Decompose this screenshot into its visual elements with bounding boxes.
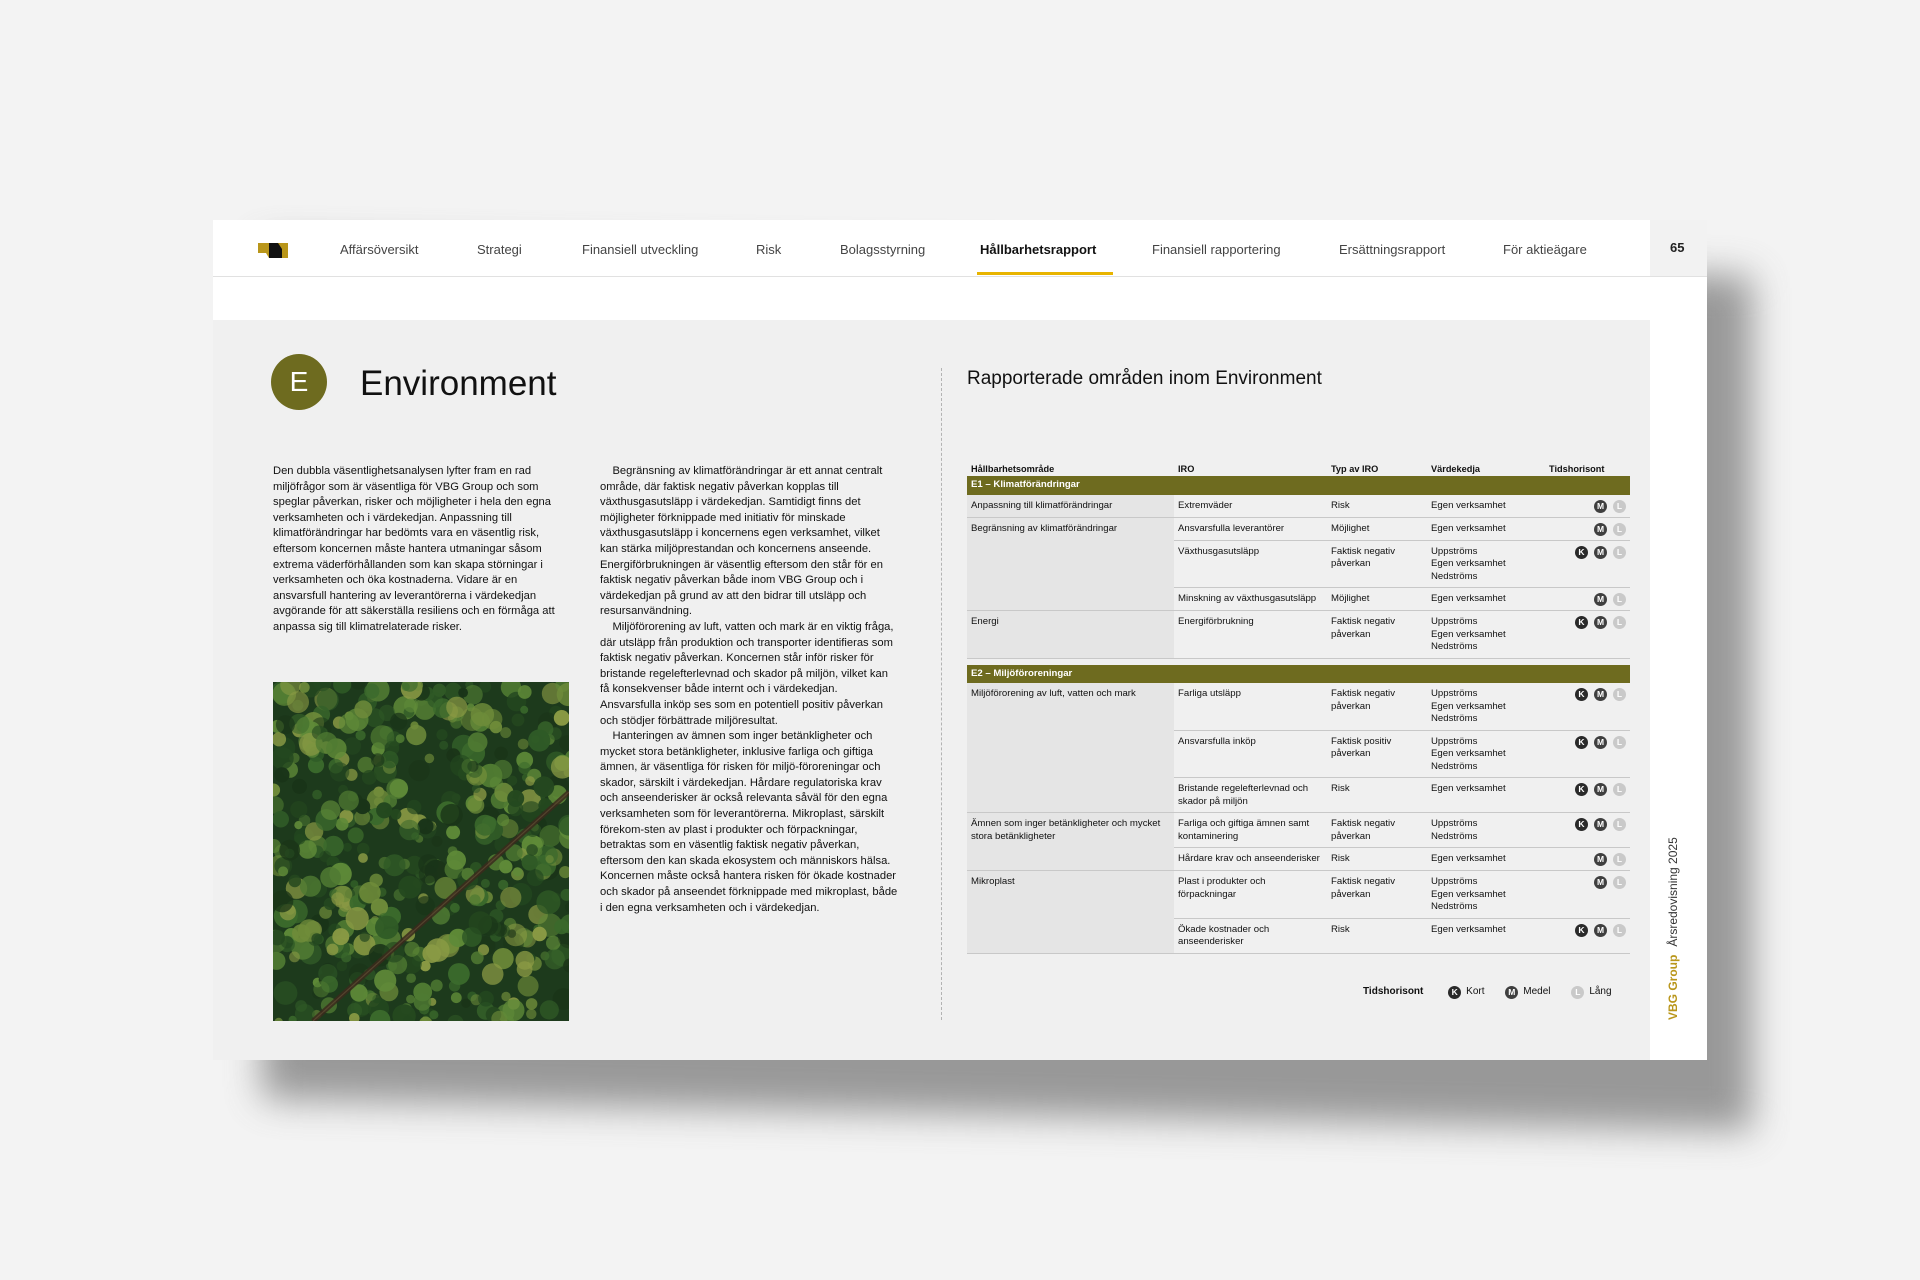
horizon-badge-l-icon: L	[1613, 688, 1626, 701]
badge-m-icon: M	[1505, 986, 1518, 999]
type-cell: Faktisk negativ påverkan	[1327, 540, 1427, 588]
legend-label: Medel	[1523, 986, 1551, 997]
horizon-badge-m-icon: M	[1594, 616, 1607, 629]
legend-item-kort	[1448, 986, 1484, 997]
horizon-badge-m-icon: M	[1594, 876, 1607, 889]
page-number-box	[1650, 220, 1707, 277]
horizon-badge-m-icon: M	[1594, 688, 1607, 701]
chain-cell: Uppströms Egen verksamhet Nedströms	[1427, 730, 1545, 778]
horizon-badge-m-icon: M	[1594, 500, 1607, 513]
type-cell: Faktisk negativ påverkan	[1327, 611, 1427, 659]
horizon-badge-l-icon: L	[1613, 736, 1626, 749]
horizon-cell	[1545, 918, 1630, 953]
section-letter-badge: E	[271, 354, 327, 410]
horizon-cell	[1545, 871, 1630, 919]
col-header-horizon: Tidshorisont	[1549, 464, 1605, 474]
type-cell: Faktisk negativ påverkan	[1327, 813, 1427, 848]
chain-cell: Uppströms Egen verksamhet Nedströms	[1427, 683, 1545, 730]
nav-for-aktieagare[interactable]: För aktieägare	[1503, 242, 1587, 257]
section-name: E2 – Miljöföroreningar	[967, 665, 1630, 684]
nav-bolagsstyrning[interactable]: Bolagsstyrning	[840, 242, 926, 257]
iro-cell: Farliga utsläpp	[1174, 683, 1327, 730]
horizon-badge-l-icon: L	[1613, 876, 1626, 889]
iro-cell: Minskning av växthusgasutsläpp	[1174, 588, 1327, 611]
type-cell: Faktisk positiv påverkan	[1327, 730, 1427, 778]
iro-cell: Extremväder	[1174, 495, 1327, 518]
top-nav	[213, 220, 1650, 277]
horizon-badge-l-icon: L	[1613, 546, 1626, 559]
table-section-header	[967, 665, 1630, 684]
horizon-badge-l-icon: L	[1613, 818, 1626, 831]
iro-cell: Växthusgasutsläpp	[1174, 540, 1327, 588]
iro-cell: Farliga och giftiga ämnen samt kontaminering	[1174, 813, 1327, 848]
side-report-title: Årsredovisning 2025	[1666, 837, 1680, 947]
chain-cell: Egen verksamhet	[1427, 778, 1545, 813]
badge-k-icon: K	[1448, 986, 1461, 999]
side-caption	[1666, 837, 1680, 1020]
chain-cell: Egen verksamhet	[1427, 848, 1545, 871]
chain-cell: Egen verksamhet	[1427, 517, 1545, 540]
iro-cell: Hårdare krav och anseenderisker	[1174, 848, 1327, 871]
chain-cell: Uppströms Egen verksamhet Nedströms	[1427, 871, 1545, 919]
horizon-cell	[1545, 778, 1630, 813]
type-cell: Faktisk negativ påverkan	[1327, 871, 1427, 919]
chain-cell: Uppströms Egen verksamhet Nedströms	[1427, 540, 1545, 588]
chain-cell: Egen verksamhet	[1427, 495, 1545, 518]
type-cell: Möjlighet	[1327, 588, 1427, 611]
iro-table	[967, 460, 1630, 954]
table-row	[967, 683, 1630, 730]
section-name: E1 – Klimatförändringar	[967, 476, 1630, 495]
horizon-badge-k-icon: K	[1575, 616, 1588, 629]
horizon-legend	[1363, 986, 1612, 999]
iro-cell: Energiförbrukning	[1174, 611, 1327, 659]
area-cell: Mikroplast	[967, 871, 1174, 954]
col-header-chain: Värdekedja	[1431, 464, 1481, 474]
table-row	[967, 871, 1630, 919]
table-row	[967, 813, 1630, 848]
horizon-badge-m-icon: M	[1594, 853, 1607, 866]
side-brand: VBG Group	[1666, 954, 1680, 1020]
horizon-badge-k-icon: K	[1575, 688, 1588, 701]
horizon-badge-m-icon: M	[1594, 546, 1607, 559]
page-title: Environment	[360, 364, 557, 403]
page-number: 65	[1670, 240, 1685, 255]
horizon-cell	[1545, 611, 1630, 659]
horizon-badge-l-icon: L	[1613, 616, 1626, 629]
iro-cell: Ansvarsfulla inköp	[1174, 730, 1327, 778]
horizon-badge-l-icon: L	[1613, 783, 1626, 796]
type-cell: Risk	[1327, 495, 1427, 518]
horizon-cell	[1545, 495, 1630, 518]
iro-cell: Bristande regelefterlevnad och skador på miljön	[1174, 778, 1327, 813]
table-row	[967, 495, 1630, 518]
horizon-badge-m-icon: M	[1594, 523, 1607, 536]
legend-item-lang	[1571, 986, 1611, 997]
horizon-cell	[1545, 540, 1630, 588]
horizon-badge-k-icon: K	[1575, 783, 1588, 796]
horizon-badge-m-icon: M	[1594, 818, 1607, 831]
horizon-badge-l-icon: L	[1613, 500, 1626, 513]
horizon-cell	[1545, 813, 1630, 848]
nav-hallbarhetsrapport[interactable]: Hållbarhetsrapport	[980, 242, 1097, 257]
horizon-badge-k-icon: K	[1575, 546, 1588, 559]
active-tab-underline	[977, 272, 1113, 275]
area-cell: Ämnen som inger betänkligheter och mycket stora betänkligheter	[967, 813, 1174, 871]
horizon-cell	[1545, 517, 1630, 540]
horizon-badge-m-icon: M	[1594, 593, 1607, 606]
iro-cell: Ökade kostnader och anseenderisker	[1174, 918, 1327, 953]
type-cell: Faktisk negativ påverkan	[1327, 683, 1427, 730]
horizon-badge-l-icon: L	[1613, 924, 1626, 937]
type-cell: Risk	[1327, 778, 1427, 813]
content-panel	[213, 320, 1650, 1060]
table-row	[967, 517, 1630, 540]
horizon-badge-k-icon: K	[1575, 924, 1588, 937]
horizon-badge-k-icon: K	[1575, 736, 1588, 749]
horizon-badge-m-icon: M	[1594, 736, 1607, 749]
body-paragraphs: Begränsning av klimatförändringar är ett annat centralt område, där faktisk negativ påverkan kopplas till växthusgasutsläpp i värdekedjan. Samtidigt finns det möjligheter förknippade med initiativ för minskade växthusgasutsläpp i koncernens egen verksamhet, vilket kan stärka miljöprestandan och koncernens anseende. Energiförbrukningen är väsentlig eftersom den står för en faktisk negativ påverkan både inom VBG Group och i värdekedjan på grund av att den bidrar till utsläpp och resursanvändning. Miljöförorening av luft, vatten och mark är en viktig fråga, där utsläpp från produktion och transporter identifieras som faktisk negativ påverkan. Koncernen står inför risker för bristande regelefterlevnad och skador på miljön, vilket kan få konsekvenser både internt och i värdekedjan. Ansvarsfulla inköp ses som en potentiell positiv påverkan och stödjer förbättrade miljöresultat. Hanteringen av ämnen som inger betänkligheter och mycket stora betänkligheter, inklusive farliga och giftiga ämnen, är väsentliga för risken för miljö-föroreningar och skador, särskilt i värdekedjan. Hårdare regulatoriska krav och anseenderisker är också relevanta såväl för den egna verksamheten som för leverantörerna. Mikroplast, särskilt förekom-sten av plast i produkter och förpackningar, betraktas som en väsentlig faktisk negativ påverkan, eftersom den kan skada ekosystem och människors hälsa. Koncernen måste också hantera risken för ökade kostnader och skador på anseendet förknippade med mikroplast, både i den egna verksamheten och i värdekedjan.	[600, 465, 898, 914]
table-section-header	[967, 476, 1630, 495]
iro-cell: Ansvarsfulla leverantörer	[1174, 517, 1327, 540]
type-cell: Risk	[1327, 918, 1427, 953]
horizon-badge-l-icon: L	[1613, 853, 1626, 866]
table-header-row	[967, 460, 1630, 476]
area-cell: Begränsning av klimatförändringar	[967, 517, 1174, 611]
type-cell: Möjlighet	[1327, 517, 1427, 540]
table-row	[967, 611, 1630, 659]
chain-cell: Uppströms Egen verksamhet Nedströms	[1427, 611, 1545, 659]
horizon-badge-m-icon: M	[1594, 924, 1607, 937]
horizon-badge-k-icon: K	[1575, 818, 1588, 831]
chain-cell: Egen verksamhet	[1427, 588, 1545, 611]
iro-cell: Plast i produkter och förpackningar	[1174, 871, 1327, 919]
horizon-badge-m-icon: M	[1594, 783, 1607, 796]
col-header-iro: IRO	[1178, 464, 1195, 474]
forest-aerial-image	[273, 682, 569, 1021]
legend-label: Lång	[1589, 986, 1612, 997]
column-divider	[941, 368, 942, 1020]
horizon-cell	[1545, 683, 1630, 730]
horizon-badge-l-icon: L	[1613, 523, 1626, 536]
nav-ersattningsrapport[interactable]: Ersättningsrapport	[1339, 242, 1446, 257]
legend-title: Tidshorisont	[1363, 986, 1424, 997]
nav-risk[interactable]: Risk	[756, 242, 782, 257]
intro-paragraph: Den dubbla väsentlighetsanalysen lyfter fram en rad miljöfrågor som är väsentliga för VBG Group och som speglar påverkan, risker och möjligheter i hela den egna verksamheten och i värdekedjan. Anpassning till klimatförändringar har bedömts vara en väsentlig risk, eftersom koncernen måste hantera utmaningar såsom extrema väderförhållanden som kan skapa störningar i verksamheten och öka kostnaderna. Vidare är en ansvarsfull hantering av leverantörerna i värdekedjan avgörande för att säkerställa resiliens och en förmåga att anpassa sig till klimatrelaterade risker.	[273, 465, 558, 633]
horizon-cell	[1545, 588, 1630, 611]
area-cell: Energi	[967, 611, 1174, 659]
legend-item-medel	[1505, 986, 1550, 997]
table-title: Rapporterade områden inom Environment	[967, 368, 1322, 389]
legend-label: Kort	[1466, 986, 1485, 997]
horizon-cell	[1545, 730, 1630, 778]
nav-affarsoversikt[interactable]: Affärsöversikt	[340, 242, 419, 257]
col-header-area: Hållbarhetsområde	[971, 464, 1055, 474]
nav-finansiell-utveckling[interactable]: Finansiell utveckling	[582, 242, 699, 257]
vbg-logo	[258, 240, 288, 258]
nav-finansiell-rapportering[interactable]: Finansiell rapportering	[1152, 242, 1281, 257]
area-cell: Miljöförorening av luft, vatten och mark	[967, 683, 1174, 813]
chain-cell: Egen verksamhet	[1427, 918, 1545, 953]
area-cell: Anpassning till klimatförändringar	[967, 495, 1174, 518]
horizon-badge-l-icon: L	[1613, 593, 1626, 606]
horizon-cell	[1545, 848, 1630, 871]
nav-strategi[interactable]: Strategi	[477, 242, 522, 257]
report-page	[213, 220, 1707, 1060]
col-header-type: Typ av IRO	[1331, 464, 1379, 474]
badge-l-icon: L	[1571, 986, 1584, 999]
chain-cell: Uppströms Nedströms	[1427, 813, 1545, 848]
type-cell: Risk	[1327, 848, 1427, 871]
